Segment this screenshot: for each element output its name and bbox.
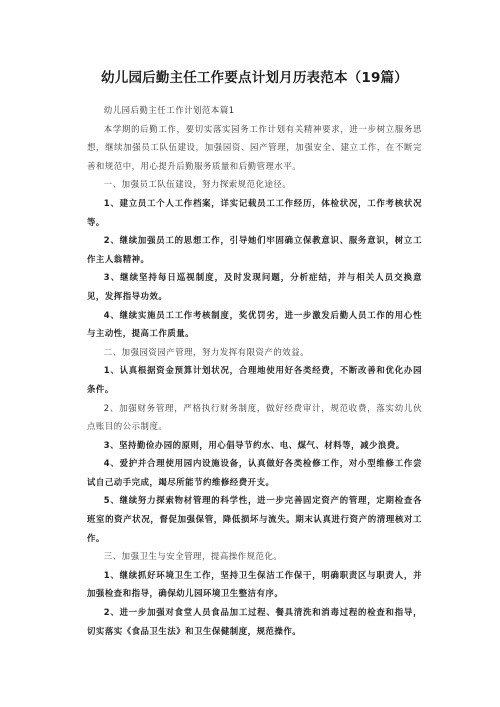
body-paragraph: 二、加强园资园产管理，努力发挥有限资产的效益。	[103, 346, 310, 357]
body-paragraph: 3、继续坚持每日巡视制度，及时发现问题，分析症结，并与相关人员交换意见，发挥指导功效。	[87, 272, 422, 301]
body-paragraph: 三、加强卫生与安全管理，提高操作规范化。	[103, 551, 283, 562]
body-paragraph: 本学期的后勤工作，要切实落实园务工作计划有关精神要求，进一步树立服务思想，继续加强员工队伍建设，加强园资、园产管理，加强安全、建立工作，在不断完善和规范中，用心提升后勤服务质量和后勤管理水平。	[87, 123, 422, 171]
body-paragraph: 3、坚持勤俭办园的原则，用心倡导节约水、电、煤气、材料等，减少浪费。	[103, 439, 405, 450]
body-paragraph: 4、爱护并合理使用园内设施设备，认真做好各类检修工作，对小型维修工作尝试自己动手完成，竭尽所能节约维修经费开支。	[87, 458, 422, 487]
body-paragraph: 1、继续抓好环境卫生工作，坚持卫生保洁工作保干，明确职责区与职责人，并加强检查和指导，确保幼儿园环境卫生整洁有序。	[87, 569, 422, 599]
body-paragraph: 2、加强财务管理，严格执行财务制度，做好经费审计，规范收费，落实幼儿伙点账目的公示制度。	[87, 402, 422, 432]
body-paragraph: 2、进一步加强对食堂人员食品加工过程、餐具清洗和消毒过程的检查和指导，切实落实《食品卫生法》和卫生保健制度，规范操作。	[87, 607, 422, 636]
document-body	[87, 101, 422, 640]
body-paragraph: 一、加强员工队伍建设，努力探索规范化途径。	[103, 179, 292, 190]
body-paragraph: 1、认真根据资金预算计划状况，合理地使用好各类经费，不断改善和优化办园条件。	[87, 365, 422, 394]
body-paragraph: 5、继续努力探索物材管理的科学性，进一步完善固定资产的管理，定期检查各班室的资产状况，督促加强保管，降低损坏与流失。期末认真进行资产的清理核对工作。	[87, 495, 422, 543]
body-paragraph: 幼儿园后勤主任工作计划范本篇1	[103, 105, 235, 115]
document-title: 幼儿园后勤主任工作要点计划月历表范本（19篇）	[101, 70, 408, 86]
body-paragraph: 4、继续实施员工工作考核制度，奖优罚劣，进一步激发后勤人员工作的用心性与主动性，提高工作质量。	[87, 309, 422, 339]
body-paragraph: 1、建立员工个人工作档案，详实记载员工工作经历，体检状况，工作考核状况等。	[87, 197, 422, 227]
body-paragraph: 2、继续加强员工的思想工作，引导她们牢固确立保教意识、服务意识，树立工作主人翁精神。	[87, 235, 422, 264]
